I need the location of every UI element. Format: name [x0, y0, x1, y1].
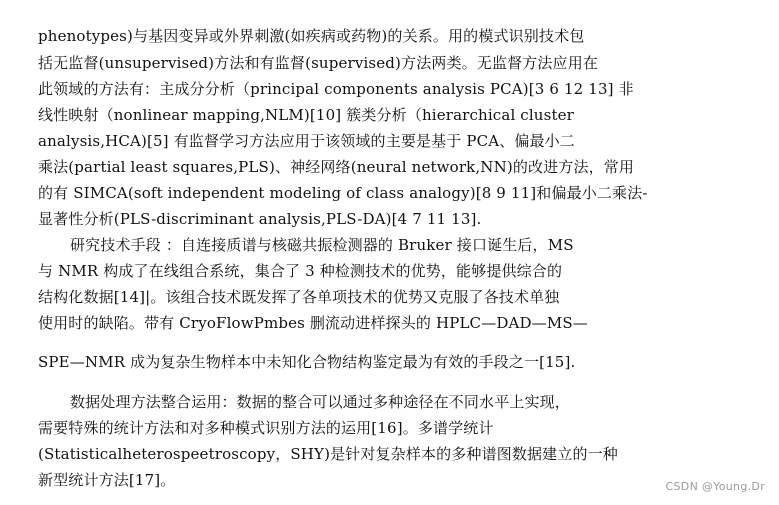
text-line: 结构化数据[14]|。该组合技术既发挥了各单项技术的优势又克服了各技术单独 — [38, 288, 560, 306]
text-line: 此领域的方法有：主成分分析（principal components analysis PCA)[3 6 12 13] 非 — [38, 80, 634, 98]
text-line: 显著性分析(PLS-discriminant analysis,PLS-DA)[4 7 11 13]. — [38, 210, 482, 228]
text-line: SPE—NMR 成为复杂生物样本中未知化合物结构鉴定最为有效的手段之一[15]. — [38, 353, 576, 371]
text-line: 新型统计方法[17]。 — [38, 471, 176, 489]
text-line: 乘法(partial least squares,PLS)、神经网络(neural network,NN)的改进方法，常用 — [38, 158, 635, 176]
text-line: 使用时的缺陷。带有 CryoFlowPmbes 删流动进样探头的 HPLC—DAD—MS— — [38, 314, 588, 332]
text-line: 研究技术手段 ：自连接质谱与核磁共振检测器的 Bruker 接口诞生后，MS — [70, 236, 574, 254]
text-line: 括无监督(unsupervised)方法和有监督(supervised)方法两类。无监督方法应用在 — [38, 54, 598, 72]
text-line: 线性映射（nonlinear mapping,NLM)[10] 簇类分析（hierarchical cluster — [38, 106, 574, 124]
text-line: phenotypes)与基因变异或外界刺激(如疾病或药物)的关系。用的模式识别技术包 — [38, 27, 585, 45]
text-line: analysis,HCA)[5] 有监督学习方法应用于该领域的主要是基于 PCA、偏最小二 — [38, 132, 575, 150]
text-line: 的有 SIMCA(soft independent modeling of class analogy)[8 9 11]和偏最小二乘法- — [38, 184, 648, 202]
text-line: 数据处理方法整合运用：数据的整合可以通过多种途径在不同水平上实现， — [70, 393, 570, 411]
text-line: (Statisticalheterospeetroscopy，SHY)是针对复杂样本的多种谱图数据建立的一种 — [38, 445, 618, 463]
watermark: CSDN @Young.Dr — [665, 480, 765, 493]
text-line: 需要特殊的统计方法和对多种模式识别方法的运用[16]。多谱学统计 — [38, 419, 494, 437]
text-line: 与 NMR 构成了在线组合系统，集合了 3 种检测技术的优势，能够提供综合的 — [38, 262, 563, 280]
